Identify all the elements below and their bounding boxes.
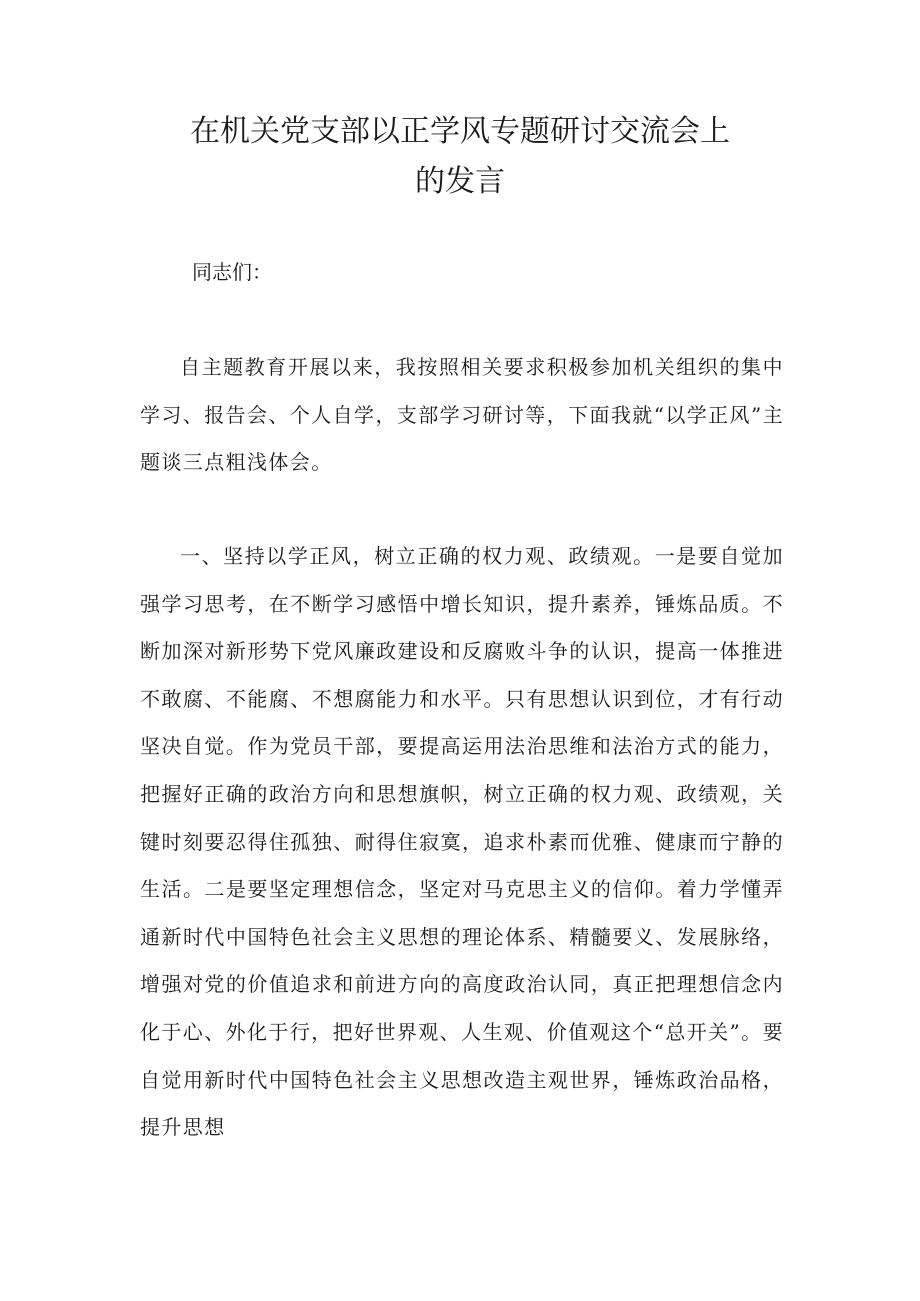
greeting: 同志们： [192, 260, 272, 284]
paragraph-section-one: 一、坚持以学正风，树立正确的权力观、政绩观。一是要自觉加强学习思考，在不断学习感悟中增长知识，提升素养，锤炼品质。不断加深对新形势下党风廉政建设和反腐败斗争的认识，提高一体推进不敢腐、不能腐、不想腐能力和水平。只有思想认识到位，才有行动坚决自觉。作为党员干部，要提高运用法治思维和法治方式的能力，把握好正确的政治方向和思想旗帜，树立正确的权力观、政绩观，关键时刻要忍得住孤独、耐得住寂寞，追求朴素而优雅、健康而宁静的生活。二是要坚定理想信念，坚定对马克思主义的信仰。着力学懂弄通新时代中国特色社会主义思想的理论体系、精髓要义、发展脉络，增强对党的价值追求和前进方向的高度政治认同，真正把理想信念内化于心、外化于行，把好世界观、人生观、价值观这个“总开关”。要自觉用新时代中国特色社会主义思想改造主观世界，锤炼政治品格，提升思想 [140, 544, 784, 1140]
document-title [100, 107, 820, 207]
paragraph-intro: 自主题教育开展以来，我按照相关要求积极参加机关组织的集中学习、报告会、个人自学，支部学习研讨等，下面我就“以学正风”主题谈三点粗浅体会。 [140, 355, 784, 475]
document-title-line-2: 的发言 [415, 164, 505, 199]
document-title-line-1: 在机关党支部以正学风专题研讨交流会上 [190, 114, 730, 149]
